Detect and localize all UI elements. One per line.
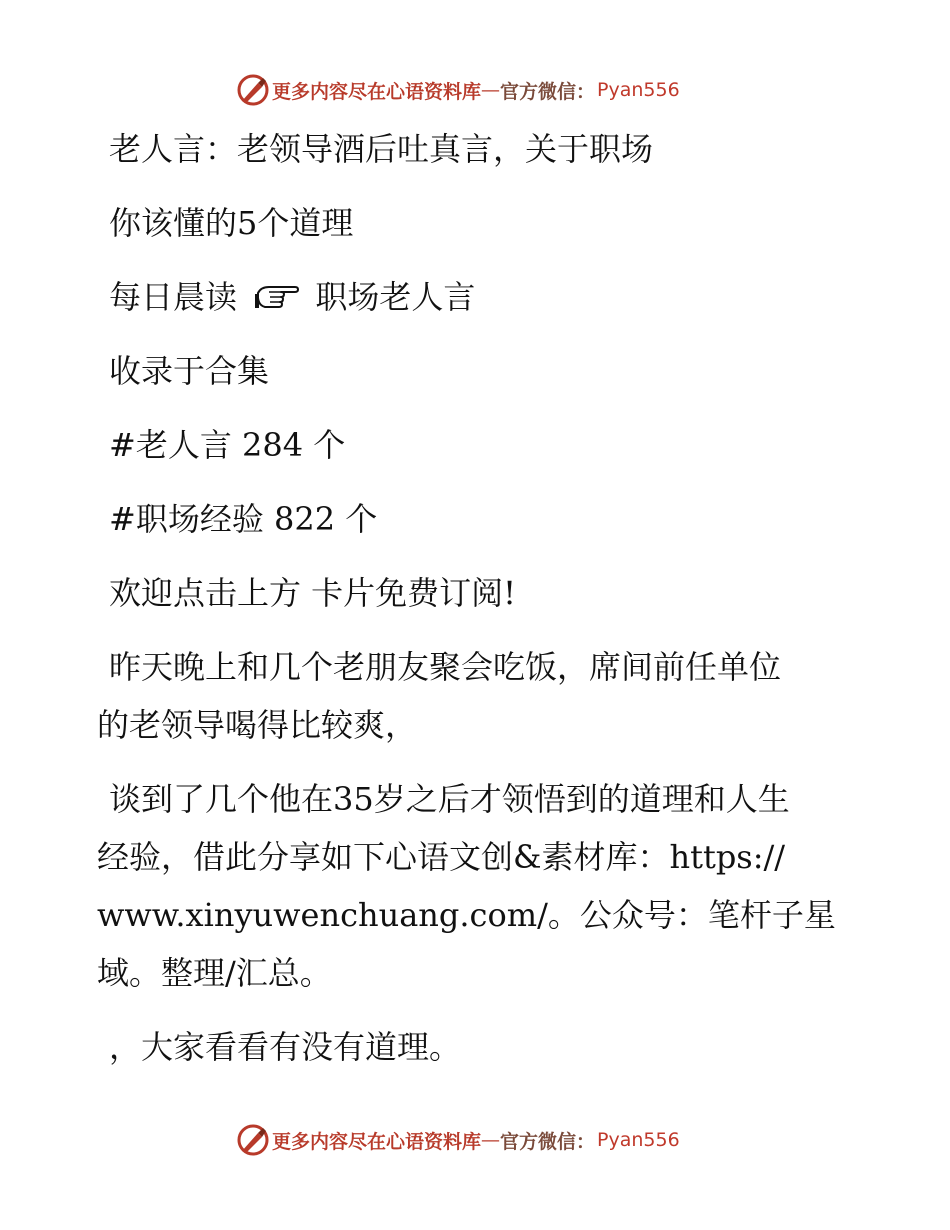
footer-wechat-label: 官方微信： <box>500 1130 596 1153</box>
collection-label: 收录于合集 <box>109 352 270 390</box>
subscribe-prompt: 欢迎点击上方 卡片免费订阅! <box>109 574 517 612</box>
pointing-hand-icon <box>255 285 299 311</box>
paragraph-2-line-1: 谈到了几个他在35岁之后才领悟到的道理和人生 <box>109 780 790 818</box>
header-watermark <box>236 72 756 108</box>
morning-read-line <box>97 268 857 326</box>
morning-read-label: 每日晨读 <box>109 278 238 316</box>
paragraph-1-line-1: 昨天晚上和几个老朋友聚会吃饭，席间前任单位 <box>109 648 782 686</box>
pen-logo-icon <box>236 73 270 107</box>
column-link[interactable]: 职场老人言 <box>315 278 476 316</box>
paragraph-2-line-4: 域。整理/汇总。 <box>97 954 332 992</box>
header-slogan: 更多内容尽在心语资料库 <box>272 80 482 103</box>
article-title-line-1: 老人言：老领导酒后吐真言，关于职场 <box>109 130 654 168</box>
footer-dash: — <box>481 1129 501 1151</box>
pen-logo-icon <box>236 1123 270 1157</box>
paragraph-2-line-2: 经验，借此分享如下心语文创&素材库：https:// <box>97 838 786 876</box>
article-body <box>97 120 857 1076</box>
paragraph-3: ，大家看看有没有道理。 <box>109 1028 462 1066</box>
header-dash: — <box>481 79 501 101</box>
paragraph-1-line-2: 的老领导喝得比较爽， <box>97 706 418 744</box>
footer-wechat-id: Pyan556 <box>597 1129 680 1151</box>
article-title-line-2: 你该懂的5个道理 <box>109 204 354 242</box>
footer-watermark <box>236 1122 756 1158</box>
footer-slogan: 更多内容尽在心语资料库 <box>272 1130 482 1153</box>
header-wechat-id: Pyan556 <box>597 79 680 101</box>
tag-zhichang-jingyan[interactable]: #职场经验 822 个 <box>109 500 378 538</box>
paragraph-2-line-3: www.xinyuwenchuang.com/。公众号：笔杆子星 <box>97 896 836 934</box>
header-wechat-label: 官方微信： <box>500 80 596 103</box>
tag-laorenyan[interactable]: #老人言 284 个 <box>109 426 346 464</box>
